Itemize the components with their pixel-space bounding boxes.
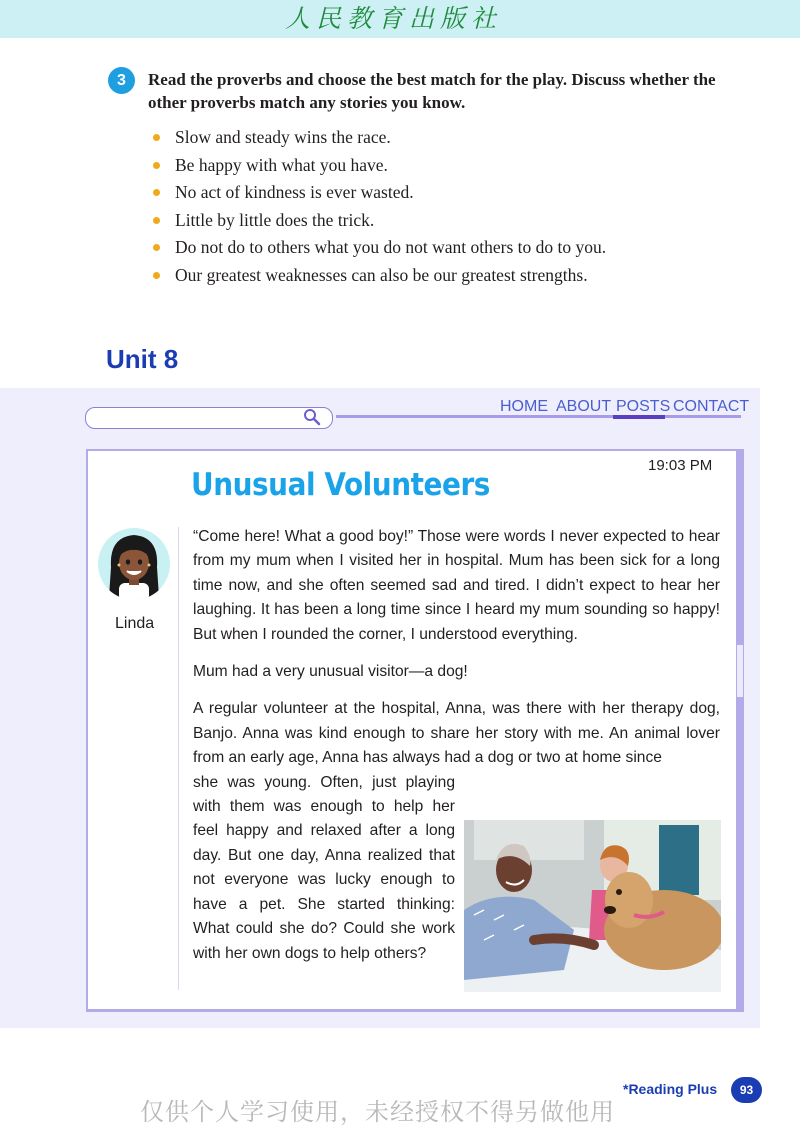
bullet-icon (153, 134, 160, 141)
avatar (97, 527, 171, 601)
post-paragraph: Mum had a very unusual visitor—a dog! (193, 663, 468, 681)
bullet-icon (153, 189, 160, 196)
watermark: 仅供个人学习使用，未经授权不得另做他用 (140, 1098, 615, 1126)
proverb-item: Be happy with what you have. (150, 152, 606, 180)
search-input[interactable] (85, 407, 333, 429)
page-number: 93 (731, 1077, 762, 1103)
hospital-dog-photo (464, 820, 721, 992)
proverb-item: Our greatest weaknesses can also be our greatest strengths. (150, 262, 606, 290)
post-paragraph-continued: she was young. Often, just playing with them was enough to help her feel happy and relaxed after a long day. But one day, Anna realized that not everyone was lucky enough to have a pet. She started thinking: What could she do? Could she work with her own dogs to help others? (193, 773, 455, 962)
nav-posts[interactable]: POSTS (616, 398, 671, 415)
post-title: Unusual Volunteers (191, 467, 490, 503)
bullet-icon (153, 272, 160, 279)
bullet-icon (153, 162, 160, 169)
scrollbar-track[interactable] (736, 449, 744, 1011)
post-time: 19:03 PM (648, 457, 713, 474)
scrollbar-thumb[interactable] (737, 645, 743, 697)
bullet-icon (153, 244, 160, 251)
post-paragraph: “Come here! What a good boy!” Those were words I never expected to hear from my mum when I visited her in hospital. Mum has been sick for a long time now, and she often seemed sad and tired. I didn’t expect to hear her laughing. It has been a long time since I heard my mum sounding so happy! But when I rounded the corner, I understood everything. (193, 528, 720, 643)
author-name: Linda (115, 615, 155, 632)
nav-contact[interactable]: CONTACT (673, 398, 750, 415)
publisher-logo: 人民教育出版社 (285, 4, 503, 33)
content-divider (178, 527, 179, 990)
question-number-badge: 3 (108, 67, 135, 94)
question-instruction: Read the proverbs and choose the best match for the play. Discuss whether the other proverbs match any stories you know. (148, 70, 716, 112)
proverb-item: Do not do to others what you do not want others to do to you. (150, 234, 606, 262)
section-label: *Reading Plus (623, 1081, 718, 1097)
proverb-list (150, 124, 606, 290)
unit-title: Unit 8 (106, 344, 179, 374)
proverb-item: Little by little does the trick. (150, 207, 606, 235)
proverb-item: Slow and steady wins the race. (150, 124, 606, 152)
bullet-icon (153, 217, 160, 224)
top-banner (0, 0, 800, 38)
search-icon[interactable] (303, 408, 321, 426)
nav-about[interactable]: ABOUT (556, 398, 612, 415)
post-paragraph: A regular volunteer at the hospital, Anna, was there with her therapy dog, Banjo. Anna was kind enough to share her story with me. An animal lover from an early age, Anna has always had a dog or two at home since (193, 700, 720, 767)
nav-home[interactable]: HOME (500, 398, 548, 415)
card-shadow (86, 1009, 744, 1012)
proverb-item: No act of kindness is ever wasted. (150, 179, 606, 207)
